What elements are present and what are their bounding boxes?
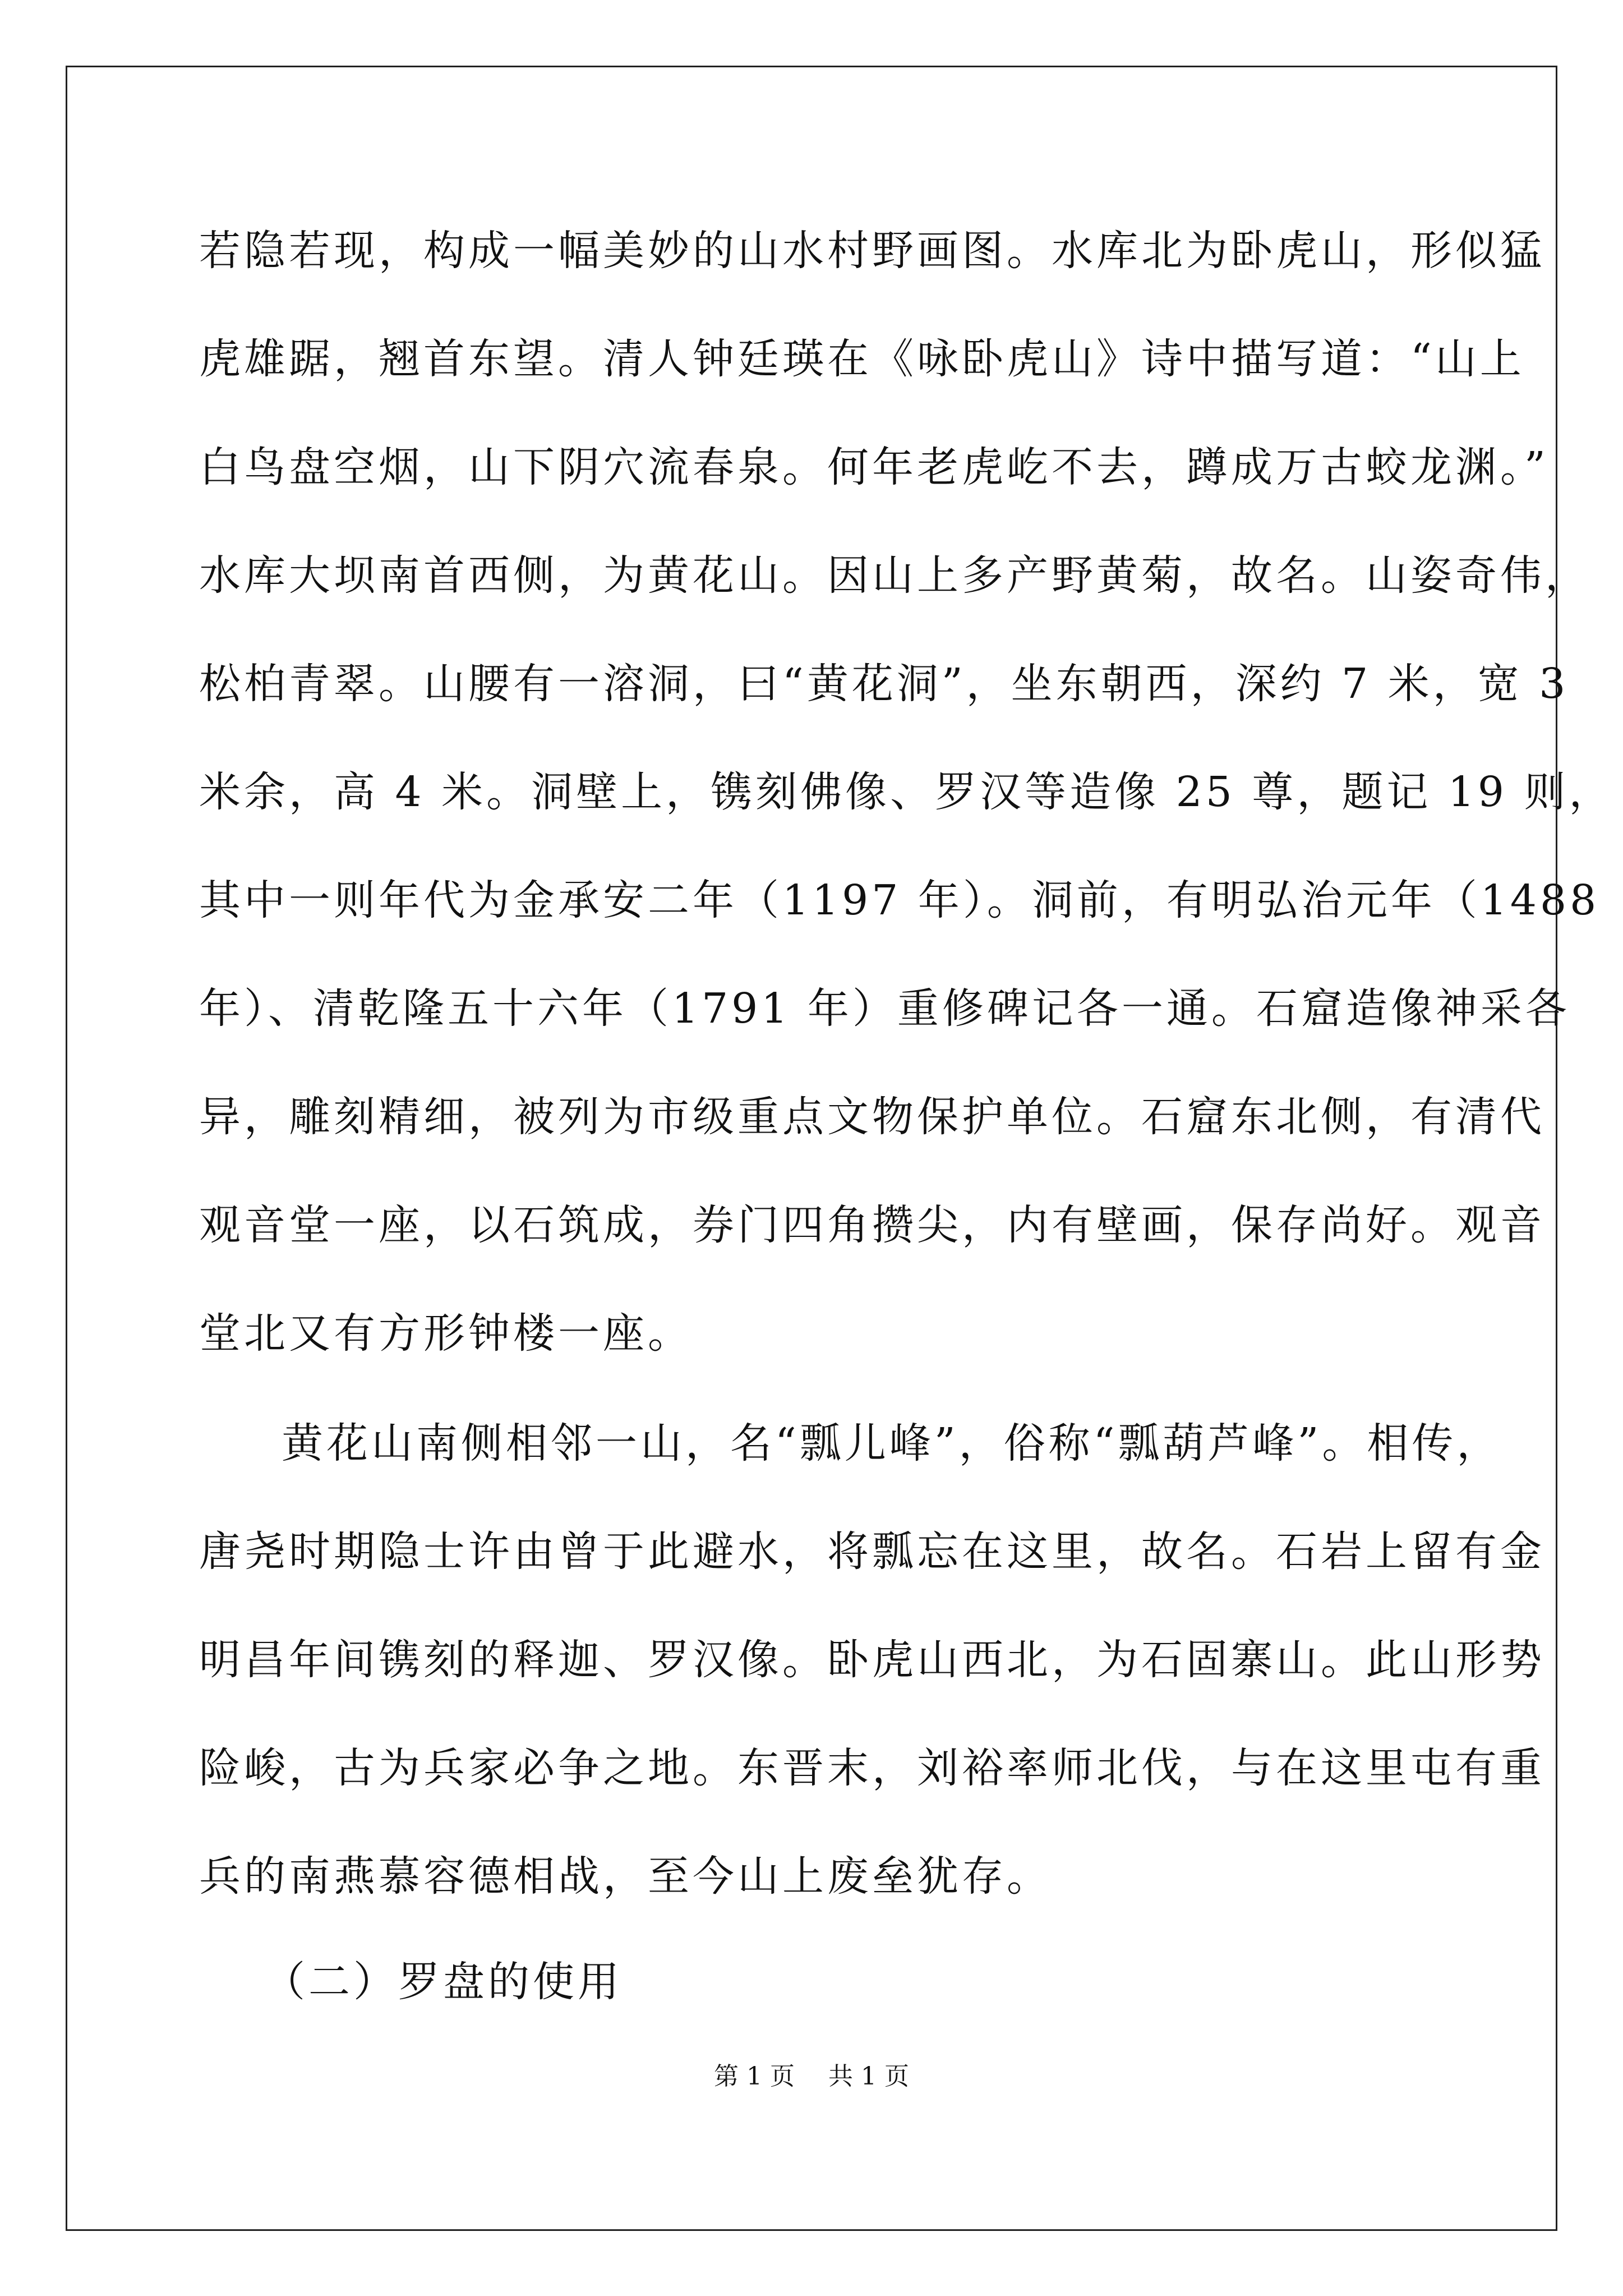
text-line: 黄花山南侧相邻一山，名“瓢儿峰”，俗称“瓢葫芦峰”。相传， — [282, 1419, 1502, 1467]
text-line: 异，雕刻精细，被列为市级重点文物保护单位。石窟东北侧，有清代 — [199, 1093, 1545, 1141]
text-line: 明昌年间镌刻的释迦、罗汉像。卧虎山西北，为石固寨山。此山形势 — [199, 1636, 1545, 1684]
text-line: 虎雄踞，翘首东望。清人钟廷瑛在《咏卧虎山》诗中描写道：“山上 — [199, 335, 1525, 383]
page-footer — [0, 2060, 1623, 2093]
text-line: 观音堂一座，以石筑成，券门四角攒尖，内有壁画，保存尚好。观音 — [199, 1201, 1545, 1249]
text-line: 险峻，古为兵家必争之地。东晋末，刘裕率师北伐，与在这里屯有重 — [199, 1744, 1545, 1792]
text-line: 兵的南燕慕容德相战，至今山上废垒犹存。 — [199, 1852, 1052, 1901]
text-line: 唐尧时期隐士许由曾于此避水，将瓢忘在这里，故名。石岩上留有金 — [199, 1527, 1545, 1576]
text-line: 松柏青翠。山腰有一溶洞，曰“黄花洞”，坐东朝西，深约 7 米，宽 3 — [199, 660, 1569, 708]
page-number: 第 1 页 — [714, 2062, 795, 2091]
text-line: 其中一则年代为金承安二年（1197 年）。洞前，有明弘治元年（1488 — [199, 876, 1600, 924]
text-line: 若隐若现，构成一幅美妙的山水村野画图。水库北为卧虎山，形似猛 — [199, 227, 1545, 275]
text-line: 水库大坝南首西侧，为黄花山。因山上多产野黄菊，故名。山姿奇伟， — [199, 551, 1590, 600]
text-line: 白鸟盘空烟，山下阴穴流春泉。何年老虎屹不去，蹲成万古蛟龙渊。” — [199, 443, 1549, 491]
text-line: 米余，高 4 米。洞壁上，镌刻佛像、罗汉等造像 25 尊，题记 19 则， — [199, 768, 1614, 816]
page-border — [66, 66, 1557, 2231]
section-heading: （二）罗盘的使用 — [264, 1958, 623, 2006]
page-total: 共 1 页 — [828, 2062, 909, 2091]
text-line: 堂北又有方形钟楼一座。 — [199, 1309, 693, 1358]
text-line: 年）、清乾隆五十六年（1791 年）重修碑记各一通。石窟造像神采各 — [199, 984, 1570, 1033]
